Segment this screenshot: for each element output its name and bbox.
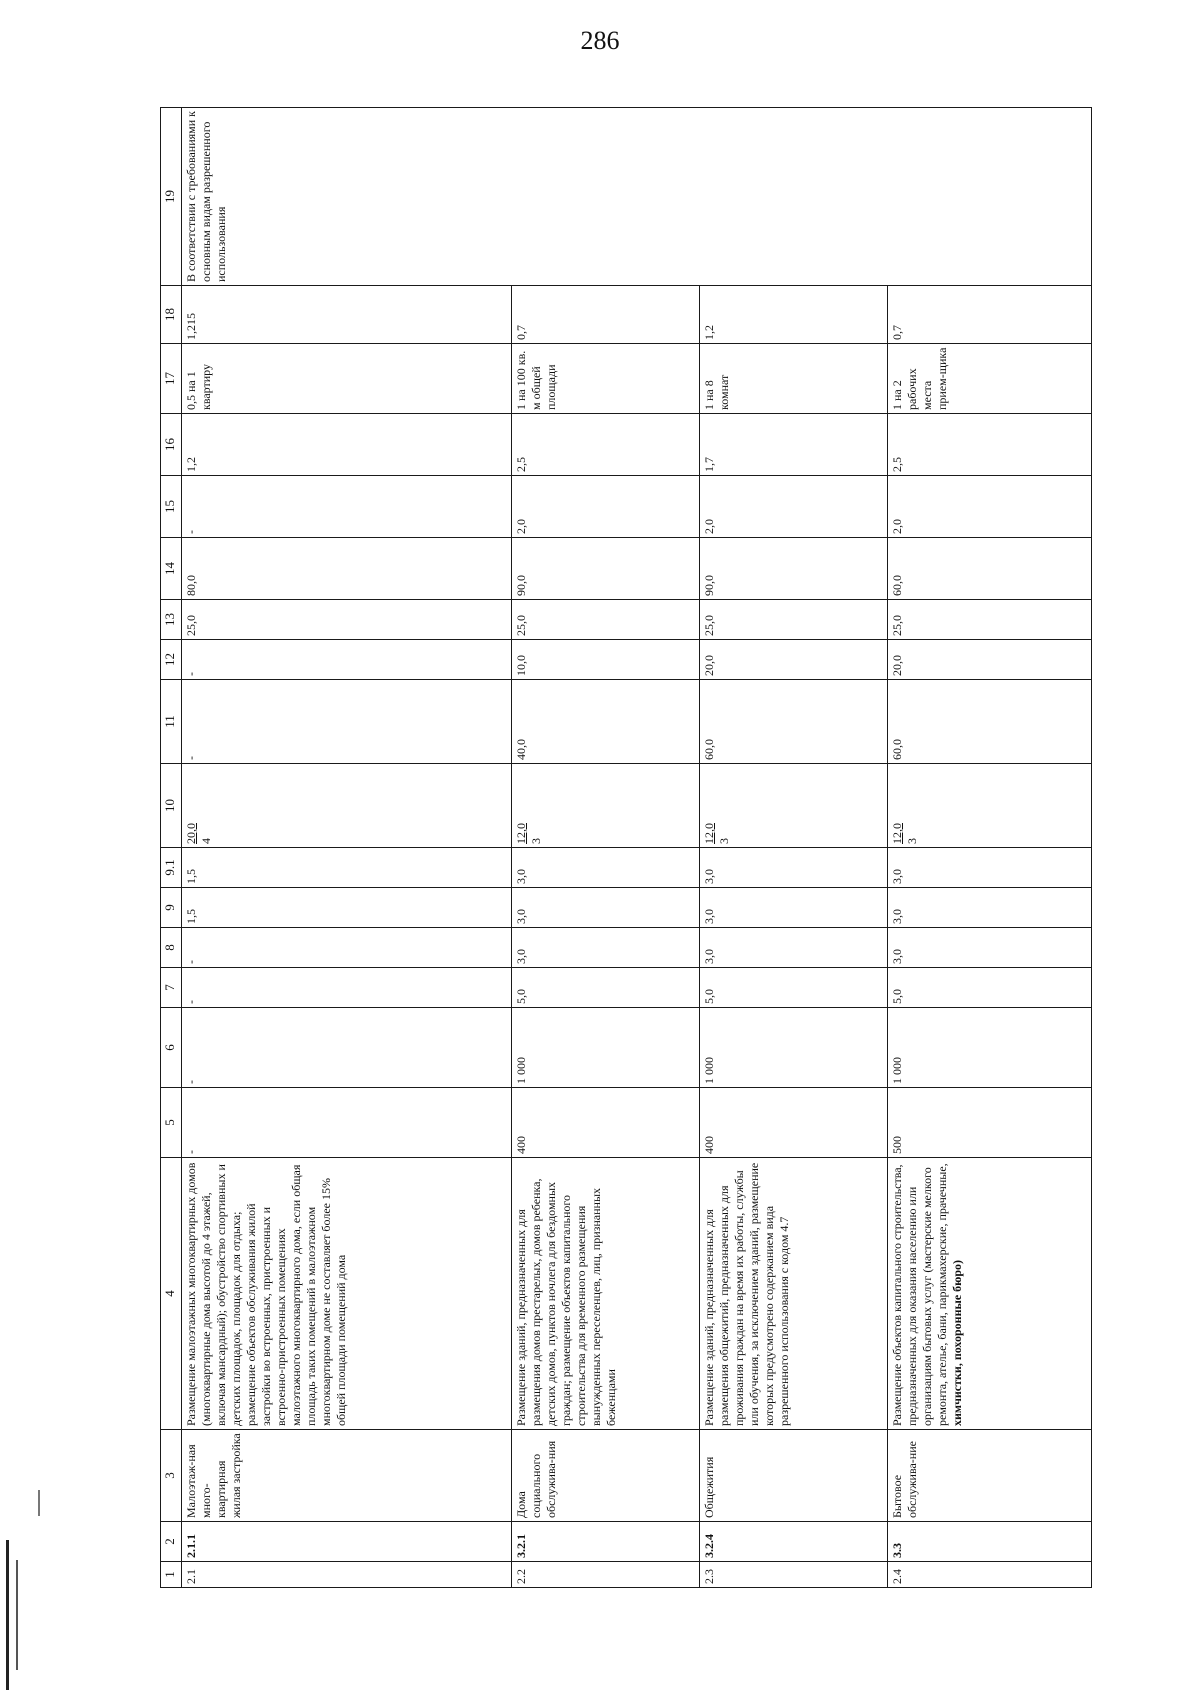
fraction-numerator: 20,0 [184, 823, 198, 844]
description-text-bold: химчистки, похоронные бюро) [950, 1259, 964, 1426]
table-cell: 60,0 [888, 680, 1092, 764]
table-cell: - [182, 1008, 512, 1088]
header-cell: 12 [161, 640, 182, 680]
table-cell: 1 000 [888, 1008, 1092, 1088]
table-cell: 3,0 [700, 888, 888, 928]
table-cell: 10,0 [512, 640, 700, 680]
table-cell: 2,0 [888, 476, 1092, 538]
table-cell: 2,0 [512, 476, 700, 538]
scan-edge-mark [16, 1560, 18, 1670]
description-text: Размещение объектов капитального строительства, предназначенных для оказания населению или организациям бытовых услуг (мастерские мелкого ремонта, ателье, бани, парикмахерские, прачечные, [890, 1163, 949, 1426]
table-cell: - [182, 680, 512, 764]
table-cell: 25,0 [182, 600, 512, 640]
header-cell: 3 [161, 1430, 182, 1522]
land-use-description [700, 1158, 888, 1430]
table-cell: 20,0 [888, 640, 1092, 680]
header-cell: 19 [161, 108, 182, 286]
table-cell: 2,0 [700, 476, 888, 538]
table-cell: 25,0 [888, 600, 1092, 640]
header-cell: 14 [161, 538, 182, 600]
row-number: 2.4 [888, 1562, 1092, 1588]
land-use-name: Малоэтаж-ная много-квартирная жилая застройка [182, 1430, 512, 1522]
fraction-numerator: 12,0 [702, 823, 716, 844]
scan-edge-mark [38, 1490, 40, 1516]
land-use-description [182, 1158, 512, 1430]
table-cell: 400 [512, 1088, 700, 1158]
fraction-denominator: 4 [199, 838, 213, 844]
page-number: 286 [580, 26, 620, 55]
table-cell: 3,0 [512, 928, 700, 968]
table-cell: - [182, 928, 512, 968]
fraction-cell [888, 764, 1092, 848]
fraction-cell [182, 764, 512, 848]
land-use-name: Бытовое обслужива-ние [888, 1430, 1092, 1522]
table-cell: 1,215 [182, 286, 512, 344]
zoning-parameters-table-frame [160, 108, 1090, 1588]
table-cell: 90,0 [512, 538, 700, 600]
table-cell: 1,2 [182, 414, 512, 476]
land-use-description [888, 1158, 1092, 1430]
table-cell: 3,0 [888, 848, 1092, 888]
land-use-code: 3.3 [888, 1522, 1092, 1562]
table-cell: 1,5 [182, 888, 512, 928]
header-cell: 13 [161, 600, 182, 640]
table-cell: 5,0 [512, 968, 700, 1008]
table-cell: 5,0 [888, 968, 1092, 1008]
fraction-denominator: 3 [529, 838, 543, 844]
row-number: 2.2 [512, 1562, 700, 1588]
table-cell: - [182, 640, 512, 680]
table-row [888, 108, 1092, 1588]
table-cell: 3,0 [888, 928, 1092, 968]
land-use-code: 2.1.1 [182, 1522, 512, 1562]
zoning-parameters-table [160, 107, 1092, 1588]
scan-edge-mark [6, 1540, 9, 1690]
description-text: Размещение зданий, предназначенных для размещения домов престарелых, домов ребенка, детских домов, пунктов ночлега для бездомных граждан; размещение объектов капитального строительства для временного размещения вынужденных переселенцев, лиц, признанных беженцами [514, 1178, 618, 1426]
table-cell: 1,5 [182, 848, 512, 888]
header-cell: 11 [161, 680, 182, 764]
header-cell: 16 [161, 414, 182, 476]
fraction-numerator: 12,0 [514, 823, 528, 844]
header-cell: 15 [161, 476, 182, 538]
header-cell: 4 [161, 1158, 182, 1430]
row-number: 2.1 [182, 1562, 512, 1588]
fraction-denominator: 3 [717, 838, 731, 844]
table-cell: 20,0 [700, 640, 888, 680]
table-cell: 25,0 [700, 600, 888, 640]
parking-norm: 1 на 2 рабочих места прием-щика [888, 344, 1092, 414]
header-row [161, 108, 182, 1588]
table-row [182, 108, 512, 1588]
description-text: Размещение малоэтажных многоквартирных домов (многоквартирные дома высотой до 4 этажей, включая мансардный); обустройство спортивных и детских площадок, площадок для отдыха; размещение объектов обслуживания жилой застройки во встроенных, пристроенных и встроенно-пристроенных помещениях малоэтажного многоквартирного дома, если общая площадь таких помещений в малоэтажном многоквартирном доме не составляет более 15% общей площади помещений дома [184, 1162, 348, 1426]
parking-norm: 1 на 100 кв. м общей площади [512, 344, 700, 414]
header-cell: 18 [161, 286, 182, 344]
table-cell: 0,7 [888, 286, 1092, 344]
table-cell: 60,0 [888, 538, 1092, 600]
table-row [700, 108, 888, 1588]
table-cell: 80,0 [182, 538, 512, 600]
table-cell: 60,0 [700, 680, 888, 764]
table-cell: 3,0 [700, 848, 888, 888]
header-cell: 1 [161, 1562, 182, 1588]
table-cell: 1 000 [700, 1008, 888, 1088]
row-number: 2.3 [700, 1562, 888, 1588]
header-cell: 10 [161, 764, 182, 848]
header-cell: 9 [161, 888, 182, 928]
land-use-code: 3.2.4 [700, 1522, 888, 1562]
table-row [512, 108, 700, 1588]
table-cell: 1,7 [700, 414, 888, 476]
table-cell: 2,5 [888, 414, 1092, 476]
fraction-cell [512, 764, 700, 848]
header-cell: 7 [161, 968, 182, 1008]
table-cell: 3,0 [700, 928, 888, 968]
table-cell: 400 [700, 1088, 888, 1158]
table-cell: 1 000 [512, 1008, 700, 1088]
table-cell: - [182, 1088, 512, 1158]
table-cell: 90,0 [700, 538, 888, 600]
header-cell: 17 [161, 344, 182, 414]
table-cell: 40,0 [512, 680, 700, 764]
header-cell: 9.1 [161, 848, 182, 888]
header-cell: 6 [161, 1008, 182, 1088]
fraction-cell [700, 764, 888, 848]
requirements-note: В соответствии с требованиями к основным видам разрешенного использования [182, 108, 1092, 286]
table-cell: 3,0 [512, 848, 700, 888]
parking-norm: 0,5 на 1 квартиру [182, 344, 512, 414]
table-cell: - [182, 968, 512, 1008]
land-use-description [512, 1158, 700, 1430]
table-cell: 5,0 [700, 968, 888, 1008]
land-use-name: Общежития [700, 1430, 888, 1522]
table-cell: 500 [888, 1088, 1092, 1158]
table-cell: 25,0 [512, 600, 700, 640]
fraction-denominator: 3 [905, 838, 919, 844]
land-use-name: Дома социального обслужива-ния [512, 1430, 700, 1522]
table-cell: - [182, 476, 512, 538]
description-text: Размещение зданий, предназначенных для размещения общежитий, предназначенных для проживания граждан на время их работы, службы или обучения, за исключением зданий, размещение которых предусмотрено содержанием вида разрешенного использования с кодом 4.7 [702, 1162, 791, 1426]
table-cell: 3,0 [888, 888, 1092, 928]
land-use-code: 3.2.1 [512, 1522, 700, 1562]
header-cell: 8 [161, 928, 182, 968]
fraction-numerator: 12,0 [890, 823, 904, 844]
parking-norm: 1 на 8 комнат [700, 344, 888, 414]
header-cell: 2 [161, 1522, 182, 1562]
table-cell: 2,5 [512, 414, 700, 476]
table-cell: 0,7 [512, 286, 700, 344]
table-cell: 3,0 [512, 888, 700, 928]
table-cell: 1,2 [700, 286, 888, 344]
header-cell: 5 [161, 1088, 182, 1158]
